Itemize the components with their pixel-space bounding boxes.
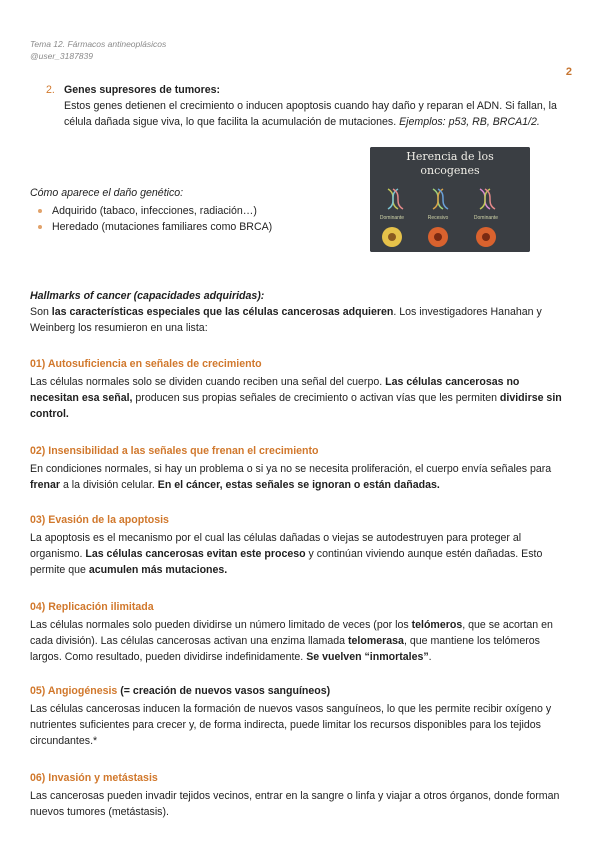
hallmarks-bold: las características especiales que las células cancerosas adquieren xyxy=(51,306,394,318)
oncogene-inheritance-image xyxy=(370,147,530,252)
document-header-user: @user_3187839 xyxy=(30,51,93,61)
section-heading: 03) Evasión de la apoptosis xyxy=(30,514,169,526)
section-heading: 01) Autosuficiencia en señales de crecimiento xyxy=(30,358,262,370)
image-label-3: Dominante xyxy=(473,215,499,221)
cell-icon xyxy=(476,227,496,247)
item-title: Genes supresores de tumores: xyxy=(64,84,221,96)
cell-icon xyxy=(428,227,448,247)
section-heading: 02) Insensibilidad a las señales que frenan el crecimiento xyxy=(30,445,319,457)
document-header-title: Tema 12. Fármacos antineoplásicos xyxy=(30,39,167,49)
section-heading: 04) Replicación ilimitada xyxy=(30,601,154,613)
section-heading: 05) Angiogénesis (= creación de nuevos vasos sanguíneos) xyxy=(30,685,331,697)
cell-icon xyxy=(382,227,402,247)
image-label-2: Recesivo xyxy=(427,215,449,221)
hallmarks-intro xyxy=(30,288,570,336)
genetic-damage-block xyxy=(30,185,350,235)
hallmarks-text: Son xyxy=(30,306,52,318)
hallmark-section-03 xyxy=(30,512,570,578)
section-text: Las cancerosas pueden invadir tejidos vecinos, entrar en la sangre o linfa y viajar a otros órganos, donde forman nuevos tumores (metástasis). xyxy=(30,790,560,818)
section-text: Las células cancerosas inducen la formación de nuevos vasos sanguíneos, lo que les permite recibir oxígeno y nutrientes suficientes para crecer y, de forma indirecta, puede limitar los recursos disponibles para los tejidos circundantes.* xyxy=(30,703,552,747)
image-title-line1: Herencia de los xyxy=(406,150,494,163)
genetic-damage-title: Cómo aparece el daño genético: xyxy=(30,187,184,199)
hallmark-section-01 xyxy=(30,356,570,422)
item-examples: Ejemplos: p53, RB, BRCA1/2. xyxy=(399,116,540,128)
hallmark-section-02 xyxy=(30,443,570,493)
item-text: Estos genes detienen el crecimiento o inducen apoptosis cuando hay daño y reparan el ADN. Si fallan, la célula dañada sigue viva, lo que facilita la acumulación de mutaciones. xyxy=(64,100,557,128)
hallmarks-text: . Los investigadores Hanahan y Weinberg los resumieron en una lista: xyxy=(30,306,542,334)
item-number: 2. xyxy=(46,84,55,96)
section-text: Las células normales solo se dividen cuando reciben una señal del cuerpo. Las células cancerosas no necesitan esa señal, producen sus propias señales de crecimiento o activan vías que les permiten dividirse sin control. xyxy=(30,376,562,420)
section-text: Las células normales solo pueden dividirse un número limitado de veces (por los telómeros, que se acortan en cada división). Las células cancerosas activan una enzima llamada telomerasa, que mantiene los telómeros largos. Como resultado, pueden dividirse indefinidamente. Se vuelven “inmortales”. xyxy=(30,619,553,663)
page-number: 2 xyxy=(565,66,572,78)
list-item: Adquirido (tabaco, infecciones, radiación…) xyxy=(52,203,350,219)
section-heading: 06) Invasión y metástasis xyxy=(30,772,158,784)
hallmarks-title: Hallmarks of cancer (capacidades adquiridas): xyxy=(30,290,265,302)
image-title-line2: oncogenes xyxy=(420,164,480,177)
genetic-damage-list xyxy=(30,203,350,235)
list-item: Heredado (mutaciones familiares como BRCA) xyxy=(52,219,350,235)
image-label-1: Dominante xyxy=(379,215,405,221)
tumor-suppressor-item xyxy=(46,82,566,130)
chalkboard-illustration xyxy=(370,147,530,252)
hallmark-section-04 xyxy=(30,599,570,665)
hallmark-section-06 xyxy=(30,770,570,820)
section-text: La apoptosis es el mecanismo por el cual las células dañadas o viejas se autodestruyen para proteger al organismo. Las células cancerosas evitan este proceso y continúan viviendo aunque estén dañadas. Esto permite que acumulen más mutaciones. xyxy=(30,532,543,576)
hallmark-section-05 xyxy=(30,683,570,749)
section-text: En condiciones normales, si hay un problema o si ya no se necesita proliferación, el cuerpo envía señales para frenar a la división celular. En el cáncer, estas señales se ignoran o están dañadas. xyxy=(30,463,552,491)
